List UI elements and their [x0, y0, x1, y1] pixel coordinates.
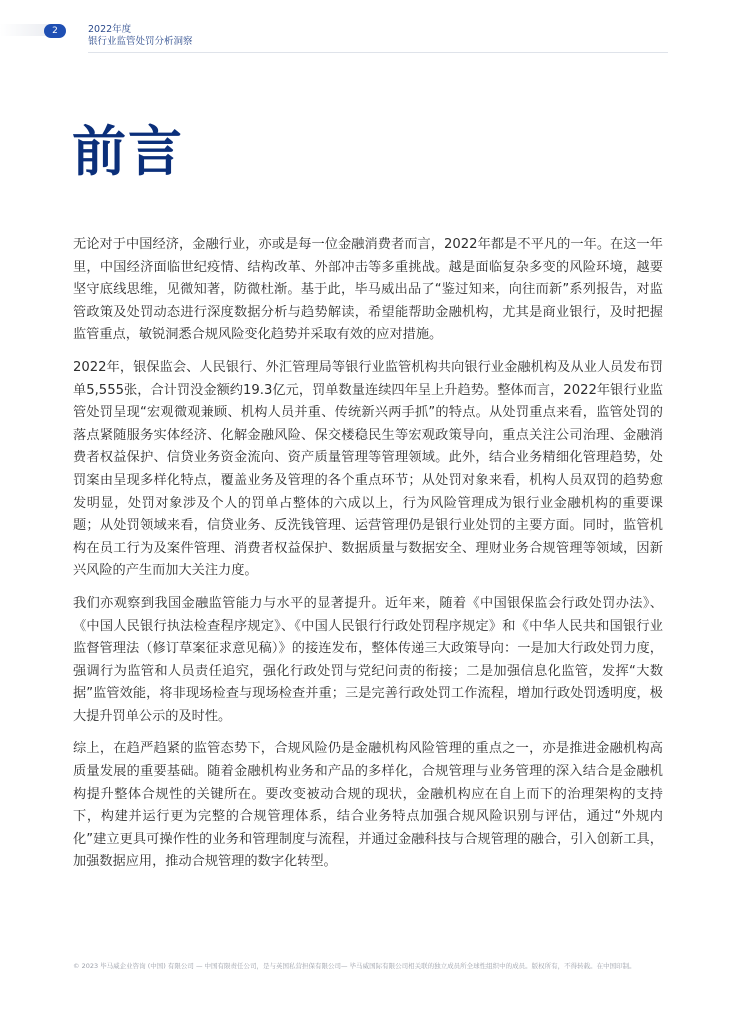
paragraph: 2022年，银保监会、人民银行、外汇管理局等银行业监管机构共向银行业金融机构及从业人员发布罚单5,555张，合计罚没金额约19.3亿元，罚单数量连续四年呈上升趋势。整体而言，2022年银行业监管处罚呈现“宏观微观兼顾、机构人员并重、传统新兴两手抓”的特点。从处罚重点来看，监管处罚的落点紧随服务实体经济、化解金融风险、保交楼稳民生等宏观政策导向，重点关注公司治理、金融消费者权益保护、信贷业务资金流向、资产质量管理等管理领域。此外，结合业务精细化管理趋势，处罚案由呈现多样化特点，覆盖业务及管理的各个重点环节；从处罚对象来看，机构人员双罚的趋势愈发明显，处罚对象涉及个人的罚单占整体的六成以上，行为风险管理成为银行业金融机构的重要课题；从处罚领域来看，信贷业务、反洗钱管理、运营管理仍是银行业处罚的主要方面。同时，监管机构在员工行为及案件管理、消费者权益保护、数据质量与数据安全、理财业务合规管理等领域，因新兴风险的产生而加大关注力度。: [73, 359, 663, 579]
header-report-title: 银行业监管处罚分析洞察: [88, 36, 193, 47]
page-title: 前言: [72, 120, 184, 183]
header-divider: [88, 52, 668, 53]
paragraph: 无论对于中国经济，金融行业，亦或是每一位金融消费者而言，2022年都是不平凡的一年。在这一年里，中国经济面临世纪疫情、结构改革、外部冲击等多重挑战。越是面临复杂多变的风险环境，越要坚守底线思维，见微知著，防微杜渐。基于此，毕马威出品了“鉴过知来，向往而新”系列报告，对监管政策及处罚动态进行深度数据分析与趋势解读，希望能帮助金融机构，尤其是商业银行，及时把握监管重点，敏锐洞悉合规风险变化趋势并采取有效的应对措施。: [73, 237, 663, 343]
page-number-badge: 2: [44, 24, 66, 38]
running-header: [88, 24, 193, 48]
header-year: 2022年度: [88, 24, 132, 35]
body-text: [73, 234, 663, 884]
paragraph: 综上，在趋严趋紧的监管态势下，合规风险仍是金融机构风险管理的重点之一，亦是推进金融机构高质量发展的重要基础。随着金融机构业务和产品的多样化，合规管理与业务管理的深入结合是金融机构提升整体合规性的关键所在。要改变被动合规的现状，金融机构应在自上而下的治理架构的支持下，构建并运行更为完整的合规管理体系，结合业务特点加强合规风险识别与评估，通过“外规内化”建立更具可操作性的业务和管理制度与流程，并通过金融科技与合规管理的融合，引入创新工具，加强数据应用，推动合规管理的数字化转型。: [73, 741, 663, 870]
paragraph: 我们亦观察到我国金融监管能力与水平的显著提升。近年来，随着《中国银保监会行政处罚办法》、《中国人民银行执法检查程序规定》、《中国人民银行行政处罚程序规定》和《中华人民共和国银行业监督管理法（修订草案征求意见稿）》的接连发布，整体传递三大政策导向：一是加大行政处罚力度，强调行为监管和人员责任追究，强化行政处罚与党纪问责的衔接；二是加强信息化监管，发挥“大数据”监管效能，将非现场检查与现场检查并重；三是完善行政处罚工作流程，增加行政处罚透明度，极大提升罚单公示的及时性。: [73, 595, 663, 724]
copyright-footer: © 2023 毕马威企业咨询 (中国) 有限公司 — 中国有限责任公司，是与英国私营担保有限公司— 毕马威国际有限公司相关联的独立成员所全球性组织中的成员。版权所有，不得转载。在中国印制。: [73, 962, 636, 970]
